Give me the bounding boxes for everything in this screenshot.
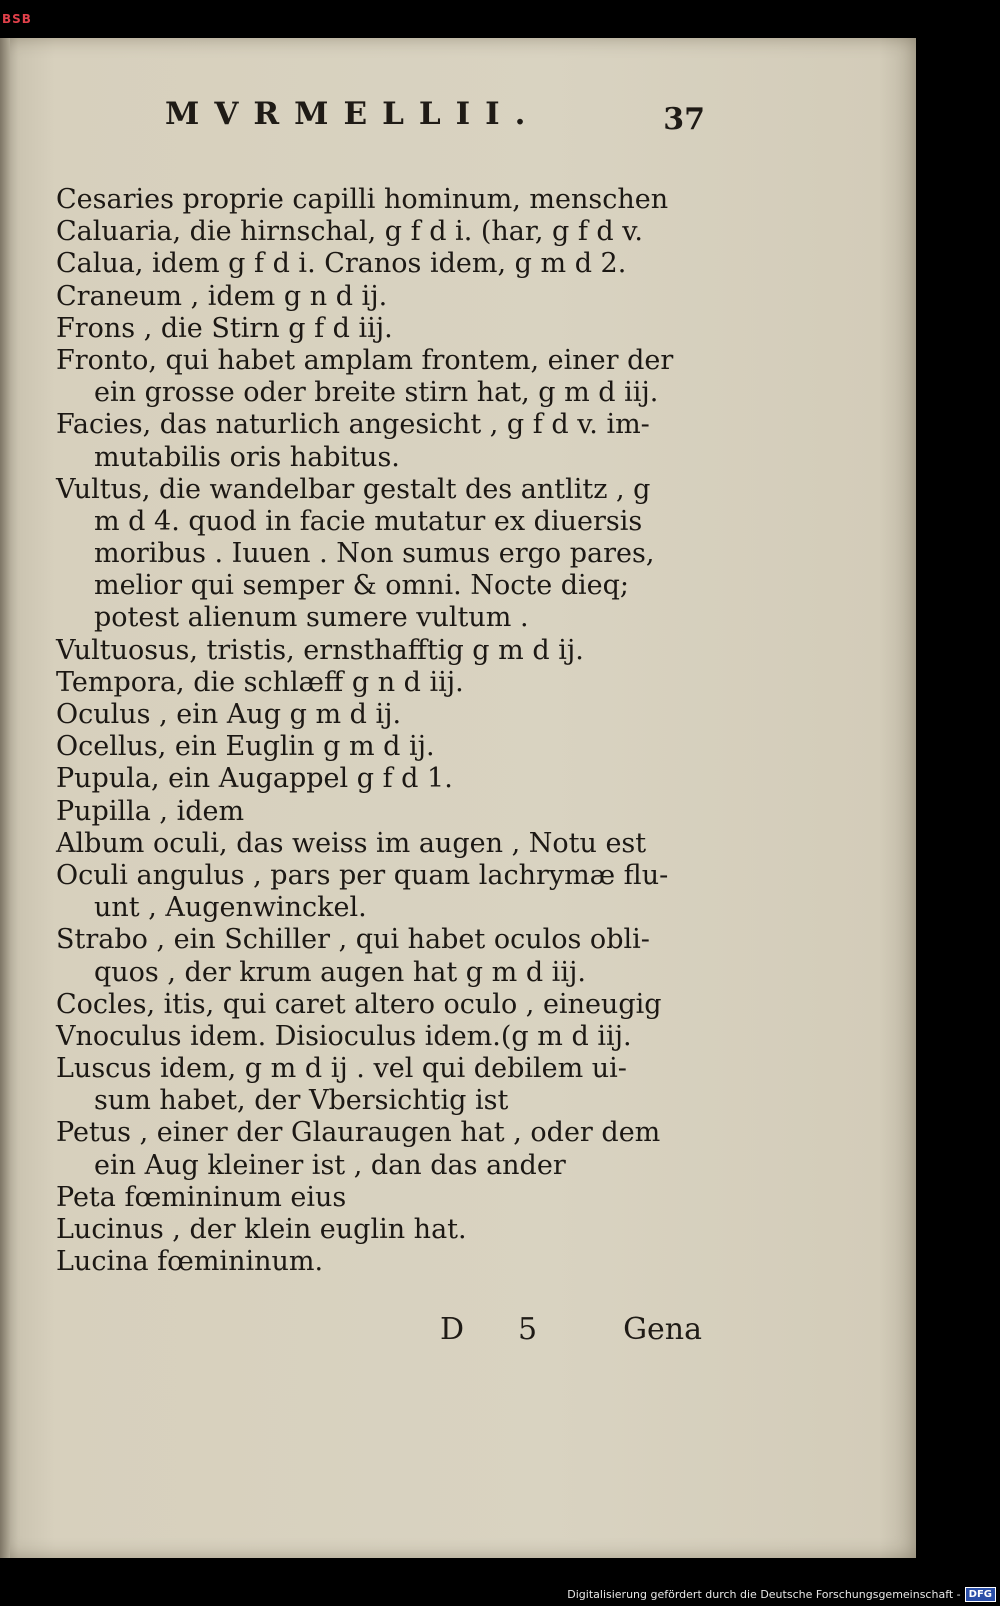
- credit-text: Digitalisierung gefördert durch die Deutsche Forschungsgemeinschaft -: [567, 1588, 961, 1601]
- catchword: Gena: [623, 1312, 702, 1347]
- text-line: Oculus , ein Aug g m d ij.: [56, 699, 402, 730]
- text-line: ein grosse oder breite stirn hat, g m d iij.: [94, 377, 659, 409]
- text-line: Caluaria, die hirnschal, g f d i. (har, g f d v.: [56, 216, 643, 248]
- text-line: Ocellus, ein Euglin g m d ij.: [56, 731, 435, 763]
- text-line: Lucinus , der klein euglin hat.: [56, 1214, 467, 1245]
- page-text: [56, 184, 706, 1278]
- text-line: Petus , einer der Glauraugen hat , oder dem: [56, 1117, 661, 1149]
- text-line: Vnoculus idem. Disioculus idem.(g m d iij.: [56, 1020, 632, 1052]
- dfg-logo: DFG: [965, 1587, 996, 1602]
- signature-mark: D: [440, 1312, 465, 1347]
- text-line: Facies, das naturlich angesicht , g f d v. im-: [56, 409, 650, 441]
- text-line: unt , Augenwinckel.: [94, 892, 367, 924]
- text-line: mutabilis oris habitus.: [94, 441, 400, 473]
- text-line: moribus . Iuuen . Non sumus ergo pares,: [94, 538, 655, 570]
- text-line: potest alienum sumere vultum .: [94, 602, 529, 634]
- text-line: Peta fœmininum eius: [56, 1181, 347, 1213]
- page-header: [160, 96, 705, 156]
- text-line: Calua, idem g f d i. Cranos idem, g m d 2.: [56, 248, 627, 280]
- text-line: ein Aug kleiner ist , dan das ander: [94, 1149, 566, 1181]
- text-line: Tempora, die schlæff g n d iij.: [56, 666, 464, 698]
- text-line: Cesaries proprie capilli hominum, menschen: [56, 184, 669, 215]
- text-line: Luscus idem, g m d ij . vel qui debilem ui-: [56, 1053, 627, 1085]
- digitization-credit: [567, 1587, 996, 1602]
- text-line: Strabo , ein Schiller , qui habet oculos obli-: [56, 924, 650, 956]
- text-line: Craneum , idem g n d ij.: [56, 280, 388, 312]
- text-line: Pupula, ein Augappel g f d 1.: [56, 763, 453, 795]
- text-line: Lucina fœmininum.: [56, 1246, 324, 1278]
- library-mark: BSB: [2, 12, 32, 26]
- text-line: m d 4. quod in facie mutatur ex diuersis: [94, 505, 643, 537]
- signature-number: 5: [518, 1312, 538, 1347]
- text-line: quos , der krum augen hat g m d iij.: [94, 956, 586, 988]
- text-line: sum habet, der Vbersichtig ist: [94, 1085, 509, 1117]
- running-title: MVRMELLII.: [165, 96, 541, 132]
- page-number: 37: [663, 102, 705, 137]
- text-line: Vultuosus, tristis, ernsthafftig g m d ij.: [56, 634, 584, 666]
- page-footer: [440, 1312, 702, 1352]
- text-line: Oculi angulus , pars per quam lachrymæ flu-: [56, 859, 669, 891]
- text-line: Album oculi, das weiss im augen , Notu est: [56, 827, 647, 859]
- text-line: Pupilla , idem: [56, 795, 245, 827]
- text-line: melior qui semper & omni. Nocte dieq;: [94, 570, 630, 602]
- text-line: Vultus, die wandelbar gestalt des antlitz , g: [56, 473, 651, 505]
- text-line: Frons , die Stirn g f d iij.: [56, 312, 393, 344]
- text-line: Cocles, itis, qui caret altero oculo , eineugig: [56, 988, 662, 1020]
- text-line: Fronto, qui habet amplam frontem, einer der: [56, 344, 674, 376]
